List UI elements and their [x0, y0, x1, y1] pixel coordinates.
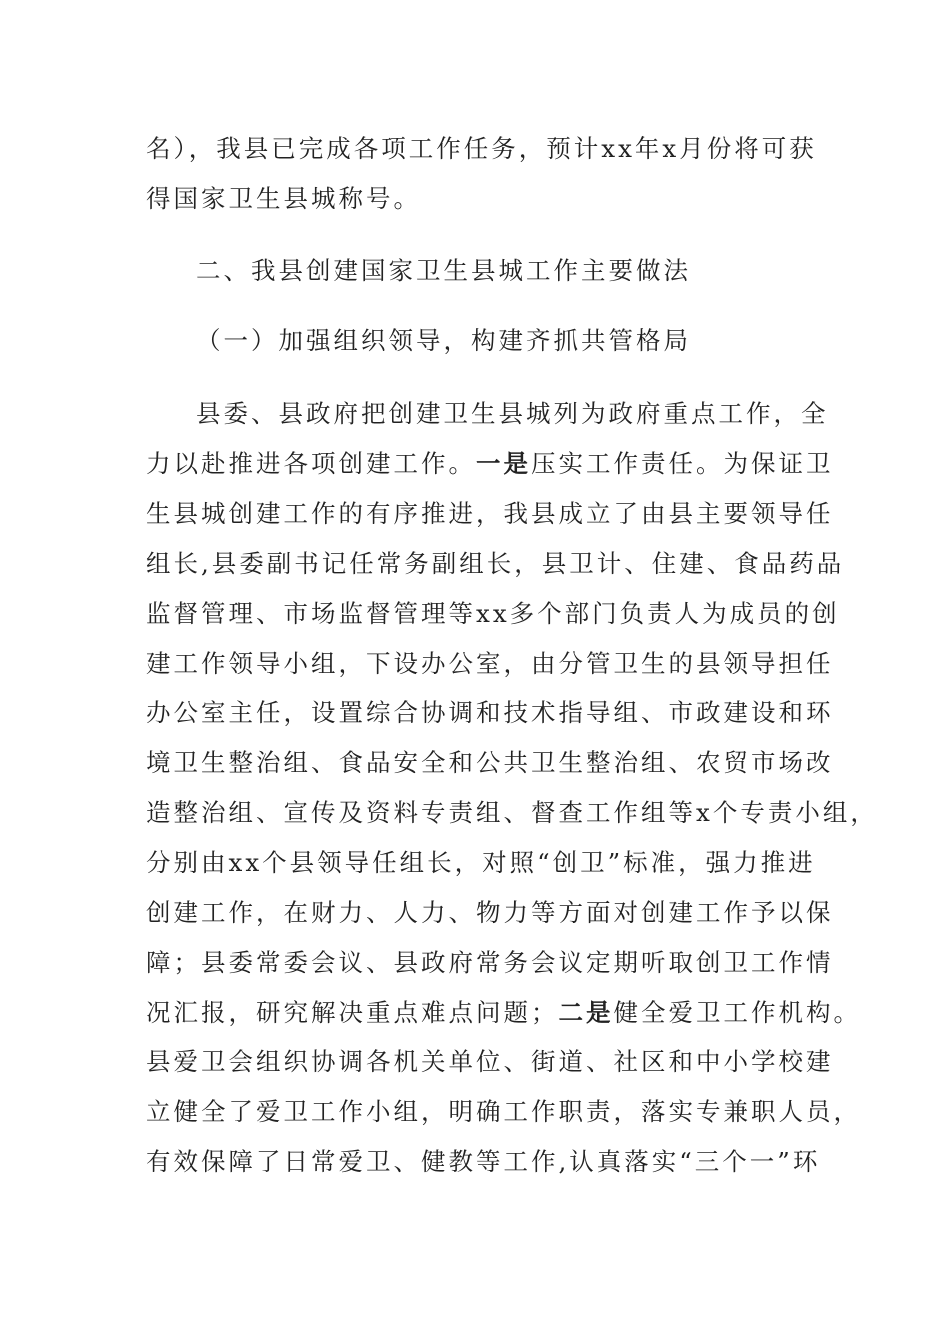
paragraph-line-3: 县委、县政府把创建卫生县城列为政府重点工作，全: [196, 399, 829, 428]
emphasis-second: 二是: [558, 998, 614, 1027]
paragraph-line-16: 县爱卫会组织协调各机关单位、街道、社区和中小学校建: [146, 1047, 834, 1076]
text-segment: 压实工作责任。为保证卫: [531, 449, 834, 478]
text-segment: 健全爱卫工作机构。: [613, 998, 861, 1027]
paragraph-line-6: 组长,县委副书记任常务副组长，县卫计、住建、食品药品: [146, 549, 845, 578]
paragraph-line-5: 生县城创建工作的有序推进，我县成立了由县主要领导任: [146, 499, 834, 528]
paragraph-line-18: 有效保障了日常爱卫、健教等工作,认真落实“三个一”环: [146, 1147, 821, 1176]
paragraph-line-4: [146, 449, 834, 479]
emphasis-first: 一是: [476, 449, 531, 478]
section-heading: 二、我县创建国家卫生县城工作主要做法: [196, 256, 691, 285]
paragraph-line-15: [146, 998, 861, 1028]
paragraph-line-2: 得国家卫生县城称号。: [146, 184, 421, 213]
subsection-heading: （一）加强组织领导，构建齐抓共管格局: [196, 326, 691, 355]
paragraph-line-11: 造整治组、宣传及资料专责组、督查工作组等x个专责小组，: [146, 798, 878, 827]
text-segment: 况汇报，研究解决重点难点问题；: [146, 998, 559, 1027]
paragraph-line-7: 监督管理、市场监督管理等xx多个部门负责人为成员的创: [146, 599, 840, 628]
paragraph-line-14: 障；县委常委会议、县政府常务会议定期听取创卫工作情: [146, 948, 834, 977]
paragraph-line-1: 名），我县已完成各项工作任务，预计xx年x月份将可获: [146, 134, 817, 163]
paragraph-line-12: 分别由xx个县领导任组长，对照“创卫”标准，强力推进: [146, 848, 816, 877]
paragraph-line-8: 建工作领导小组，下设办公室，由分管卫生的县领导担任: [146, 649, 834, 678]
text-segment: 力以赴推进各项创建工作。: [146, 449, 476, 478]
paragraph-line-17: 立健全了爱卫工作小组，明确工作职责，落实专兼职人员，: [146, 1097, 861, 1126]
paragraph-line-13: 创建工作，在财力、人力、物力等方面对创建工作予以保: [146, 898, 834, 927]
paragraph-line-9: 办公室主任，设置综合协调和技术指导组、市政建设和环: [146, 698, 834, 727]
paragraph-line-10: 境卫生整治组、食品安全和公共卫生整治组、农贸市场改: [146, 748, 834, 777]
